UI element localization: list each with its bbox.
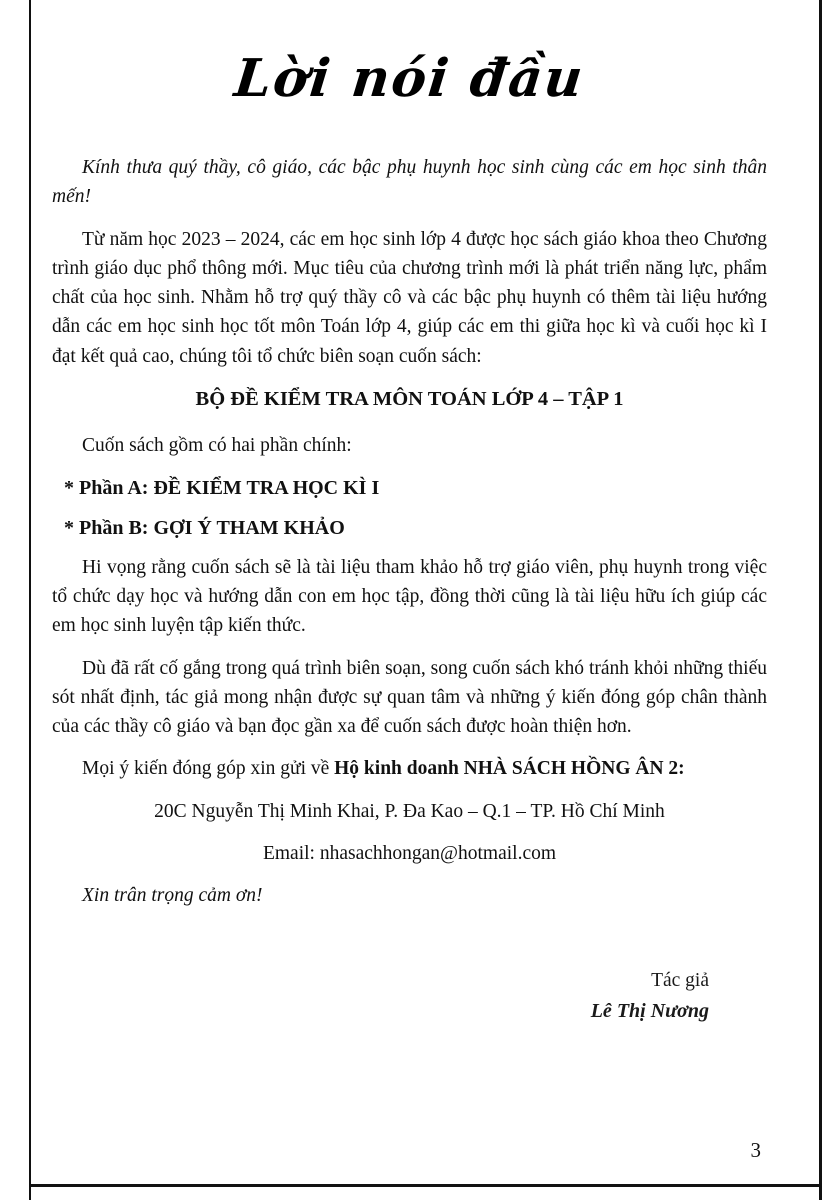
- feedback-prefix-text: Mọi ý kiến đóng góp xin gửi về: [82, 758, 335, 780]
- author-name: Lê Thị Nương: [590, 1000, 709, 1023]
- author-label: Tác giả: [651, 970, 709, 992]
- page-title: Lời nói đầu: [231, 48, 588, 109]
- book-title: BỘ ĐỀ KIỂM TRA MÔN TOÁN LỚP 4 – TẬP 1: [195, 387, 624, 410]
- greeting-paragraph: Kính thưa quý thầy, cô giáo, các bậc phụ huynh học sinh cùng các em học sinh thân mến!: [52, 157, 767, 208]
- page-number: 3: [750, 1138, 761, 1162]
- page-content: [52, 48, 767, 1023]
- feedback-paragraph: [52, 754, 767, 783]
- hope-paragraph: Hi vọng rằng cuốn sách sẽ là tài liệu tham khảo hỗ trợ giáo viên, phụ huynh trong việc tổ chức dạy học và hướng dẫn con em học tập, đồng thời cũng là tài liệu hữu ích giúp các em học sinh luyện tập kiến thức.: [52, 556, 767, 637]
- apology-paragraph: Dù đã rất cố gắng trong quá trình biên soạn, song cuốn sách khó tránh khỏi những thiếu sót nhất định, tác giả mong nhận được sự quan tâm và những ý kiến đóng góp chân thành của các thầy cô giáo và bạn đọc gần xa để cuốn sách được hoàn thiện hơn.: [52, 657, 767, 737]
- address-line: 20C Nguyễn Thị Minh Khai, P. Đa Kao – Q.1 – TP. Hồ Chí Minh: [154, 800, 665, 822]
- email-line: Email: nhasachhongan@hotmail.com: [262, 842, 557, 864]
- scan-border-right: [819, 0, 822, 1200]
- thanks-line: Xin trân trọng cảm ơn!: [82, 885, 263, 906]
- part-b-line: * Phần B: GỢI Ý THAM KHẢO: [64, 516, 345, 539]
- author-block: [52, 970, 767, 1023]
- part-a-line: * Phần A: ĐỀ KIỂM TRA HỌC KÌ I: [64, 476, 380, 499]
- scan-border-bottom: [29, 1184, 822, 1187]
- contents-intro: Cuốn sách gồm có hai phần chính:: [82, 434, 352, 456]
- feedback-recipient-text: Hộ kinh doanh NHÀ SÁCH HỒNG ÂN 2:: [334, 758, 685, 780]
- scan-border-left: [29, 0, 31, 1200]
- intro-paragraph: Từ năm học 2023 – 2024, các em học sinh lớp 4 được học sách giáo khoa theo Chương trình giáo dục phổ thông mới. Mục tiêu của chương trình mới là phát triển năng lực, phẩm chất của học sinh. Nhằm hỗ trợ quý thầy cô và các bậc phụ huynh có thêm tài liệu hướng dẫn các em học sinh học tốt môn Toán lớp 4, giúp các em thi giữa học kì và cuối học kì I đạt kết quả cao, chúng tôi tổ chức biên soạn cuốn sách:: [52, 228, 767, 367]
